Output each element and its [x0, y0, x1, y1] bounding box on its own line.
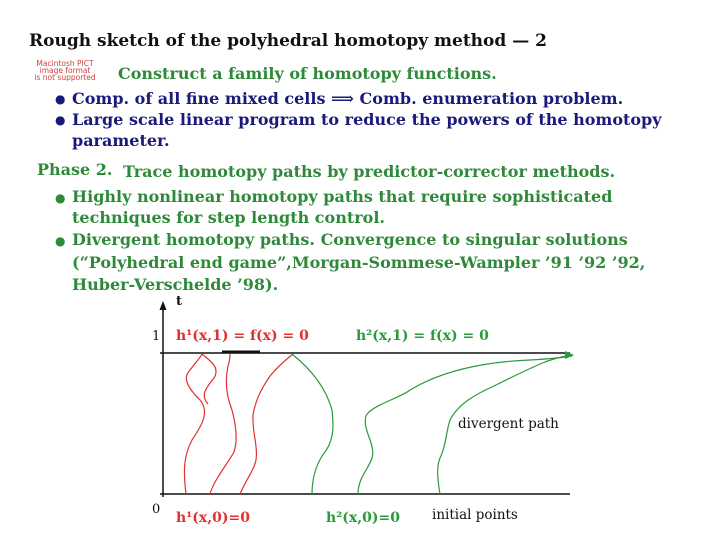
phase2-label: Phase 2.	[37, 160, 113, 179]
green-path-1	[292, 354, 333, 494]
phase1-bullet-2: Large scale linear program to reduce the powers of the homotopy	[72, 110, 662, 129]
bullet-dot: ●	[55, 234, 66, 248]
phase2-bullet-1-line-2: techniques for step length control.	[72, 208, 385, 227]
red-path-2	[210, 354, 236, 494]
phase1-bullet-2-cont: parameter.	[72, 131, 170, 150]
red-path-3	[240, 354, 293, 494]
phase2-bullet-2-line-2: (“Polyhedral end game”,Morgan-Sommese-Wampler ’91 ’92 ’92,	[72, 253, 646, 272]
h2-bottom-label: h²(x,0)=0	[326, 510, 400, 526]
phase2-text: Trace homotopy paths by predictor-corrector methods.	[123, 162, 616, 181]
h2-top-label: h²(x,1) = f(x) = 0	[356, 328, 489, 344]
bullet-dot: ●	[55, 92, 66, 106]
red-path-1-branch	[202, 354, 216, 404]
pict-line-1: Macintosh PICT	[36, 59, 94, 68]
phase2-bullet-2-line-1: Divergent homotopy paths. Convergence to singular solutions	[72, 230, 628, 249]
h1-top-label: h¹(x,1) = f(x) = 0	[176, 328, 309, 344]
pict-line-3: is not supported	[34, 73, 96, 82]
slide-title: Rough sketch of the polyhedral homotopy method — 2	[29, 31, 547, 51]
axis-label-t: t	[176, 294, 183, 309]
bullet-dot: ●	[55, 113, 66, 127]
h1-bottom-label: h¹(x,0)=0	[176, 510, 250, 526]
pict-line-2: image format	[39, 66, 91, 75]
tick-label-one: 1	[152, 329, 161, 344]
initial-points-label: initial points	[432, 507, 518, 523]
phase1-bullet-1: Comp. of all fine mixed cells ⟹ Comb. enumeration problem.	[72, 89, 624, 108]
phase1-text: Construct a family of homotopy functions.	[118, 64, 497, 83]
divergent-arrowhead	[565, 351, 574, 359]
phase2-bullet-2-line-3: Huber-Verschelde ’98).	[72, 275, 279, 294]
t-axis-arrow	[160, 301, 167, 310]
red-path-1	[184, 354, 204, 494]
phase2-bullet-1-line-1: Highly nonlinear homotopy paths that require sophisticated	[72, 187, 613, 206]
bullet-dot: ●	[55, 191, 66, 205]
tick-label-zero: 0	[152, 502, 161, 517]
divergent-path-label: divergent path	[458, 416, 559, 432]
